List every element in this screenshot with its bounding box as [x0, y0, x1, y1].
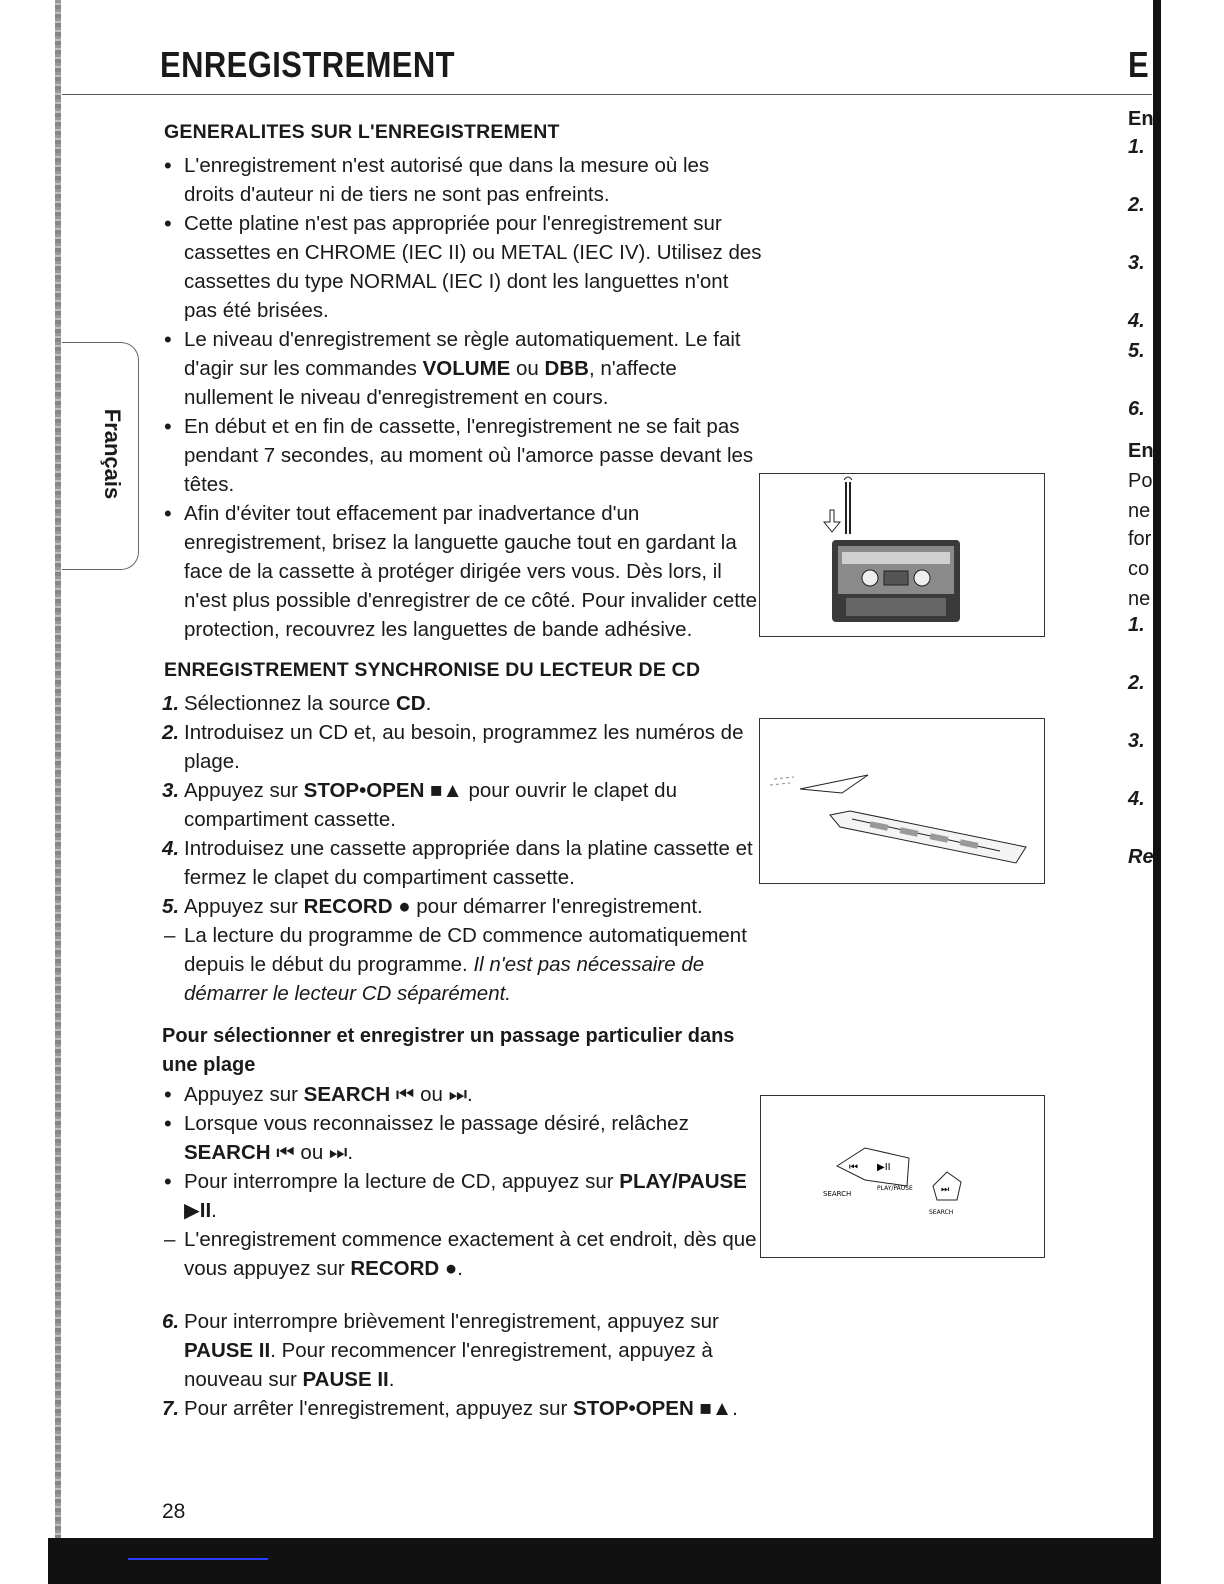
item-text: , n'affecte nullement le niveau d'enregistrement en cours. — [184, 357, 677, 409]
step-text: . Pour recommencer l'enregistrement, appuyez à nouveau sur — [184, 1339, 713, 1391]
svg-text:▶II: ▶II — [877, 1162, 891, 1173]
final-steps — [162, 1307, 762, 1423]
svg-text:⏮: ⏮ — [849, 1162, 858, 1173]
step-item — [162, 892, 762, 921]
keyword-cd: CD — [395, 692, 426, 715]
right-fragment: 6. — [1128, 398, 1145, 420]
right-fragment: 5. — [1128, 340, 1145, 362]
keyword-stop-open: STOP•OPEN ■▲ — [303, 779, 463, 802]
step-item — [162, 718, 762, 776]
right-fragment: 4. — [1128, 310, 1145, 332]
right-fragment: ne — [1128, 588, 1151, 610]
step-text: Appuyez sur — [184, 895, 304, 918]
step-item — [162, 834, 762, 892]
list-item — [162, 412, 762, 499]
label-search-right: SEARCH — [929, 1209, 954, 1216]
list-item — [162, 499, 762, 644]
item-text: ⏮ ou ⏭. — [390, 1083, 473, 1106]
keyword-record: RECORD ● — [350, 1257, 458, 1280]
figure-cassette-tab — [759, 473, 1045, 637]
item-text: Appuyez sur — [184, 1083, 304, 1106]
step-text: . — [388, 1368, 395, 1391]
keyword-play-pause: PLAY/PAUSE ▶II — [184, 1170, 747, 1222]
right-fragment: 2. — [1128, 194, 1145, 216]
keyword-record: RECORD ● — [303, 895, 411, 918]
keyword-volume: VOLUME — [422, 357, 511, 380]
spacer — [162, 1283, 762, 1307]
scan-right-edge — [1153, 0, 1161, 1584]
step-number: 6. — [162, 1310, 180, 1333]
step-item — [162, 776, 762, 834]
item-text: ⏮ ou ⏭. — [270, 1141, 354, 1164]
step-text: Pour arrêter l'enregistrement, appuyez sur — [184, 1397, 574, 1420]
item-text: Afin d'éviter tout effacement par inadvertance d'un enregistrement, brisez la languette gauche tout en gardant la face de la cassette à protéger dirigée vers vous. Dès lors, il n'est plus possible d'enregistrer de ce côté. Pour invalider cette protection, recouvrez les languettes de bande adhésive. — [184, 502, 758, 641]
main-content — [162, 118, 762, 1423]
step-item — [162, 689, 762, 718]
list-item — [162, 1080, 762, 1109]
note-text: La lecture du programme de CD commence automatiquement depuis le début du programme. — [184, 924, 747, 976]
list-item — [162, 151, 762, 209]
step-text: pour démarrer l'enregistrement. — [410, 895, 703, 918]
step-text: Introduisez une cassette appropriée dans la platine cassette et fermez le clapet du compartiment cassette. — [184, 837, 753, 889]
section-heading-cd: ENREGISTREMENT SYNCHRONISE DU LECTEUR DE CD — [164, 659, 701, 681]
right-fragment: En — [1128, 440, 1154, 462]
page-number: 28 — [162, 1500, 186, 1523]
step-text: Appuyez sur — [184, 779, 304, 802]
keyword-pause: PAUSE II — [302, 1368, 389, 1391]
step-number: 3. — [162, 779, 180, 802]
list-item — [162, 1109, 762, 1167]
right-fragment: Po — [1128, 470, 1153, 492]
right-fragment: for — [1128, 528, 1152, 550]
item-text: ou — [510, 357, 545, 380]
item-text: Cette platine n'est pas appropriée pour l'enregistrement sur cassettes en CHROME (IEC II) ou METAL (IEC IV). Utilisez des cassettes du type NORMAL (IEC I) dont les languettes n'ont pas été brisées. — [184, 212, 762, 322]
svg-text:⏭: ⏭ — [941, 1185, 950, 1195]
step-number: 5. — [162, 895, 180, 918]
right-fragment: ne — [1128, 500, 1151, 522]
section-heading-general: GENERALITES SUR L'ENREGISTREMENT — [164, 121, 560, 143]
item-text: Pour interrompre la lecture de CD, appuyez sur — [184, 1170, 620, 1193]
step-text: . — [732, 1397, 738, 1420]
keyword-search: SEARCH — [303, 1083, 391, 1106]
language-label: Français — [100, 408, 125, 500]
general-list — [162, 151, 762, 644]
right-fragment: En — [1128, 108, 1154, 130]
list-item — [162, 325, 762, 412]
step-text: . — [425, 692, 432, 715]
keyword-pause: PAUSE II — [184, 1339, 271, 1362]
step-number: 1. — [162, 692, 180, 715]
item-text: En début et en fin de cassette, l'enregistrement ne se fait pas pendant 7 secondes, au moment où l'amorce passe devant les têtes. — [184, 415, 754, 496]
keyword-dbb: DBB — [544, 357, 589, 380]
note-item — [162, 1225, 762, 1283]
scan-left-edge — [55, 0, 61, 1584]
cd-steps — [162, 689, 762, 1008]
note-text: L'enregistrement commence exactement à cet endroit, dès que vous appuyez sur — [184, 1228, 757, 1280]
page-title: ENREGISTREMENT — [160, 44, 456, 85]
step-item — [162, 1307, 762, 1394]
right-fragment: Re — [1128, 846, 1154, 868]
right-fragment: 2. — [1128, 672, 1145, 694]
step-text: Sélectionnez la source — [184, 692, 396, 715]
step-text: Introduisez un CD et, au besoin, programmez les numéros de plage. — [184, 721, 744, 773]
item-text: . — [211, 1199, 217, 1222]
next-page-title-fragment: E — [1128, 44, 1149, 85]
step-text: pour ouvrir le clapet du compartiment cassette. — [184, 779, 677, 831]
search-buttons-illustration — [761, 1096, 1044, 1257]
step-number: 7. — [162, 1397, 180, 1420]
figure-search-buttons — [760, 1095, 1045, 1258]
scan-bottom-edge — [48, 1538, 1161, 1584]
item-text: Lorsque vous reconnaissez le passage désiré, relâchez — [184, 1112, 689, 1135]
subsection-heading-passage: Pour sélectionner et enregistrer un passage particulier dans une plage — [162, 1025, 735, 1076]
right-fragment: 3. — [1128, 730, 1145, 752]
right-fragment: 4. — [1128, 788, 1145, 810]
right-fragment: 1. — [1128, 614, 1145, 636]
step-item — [162, 1394, 762, 1423]
note-italic: Il n'est pas nécessaire de démarrer le lecteur CD séparément. — [184, 953, 705, 1005]
blue-scan-line — [128, 1558, 268, 1560]
figure-cd-player — [759, 718, 1045, 884]
note-text: . — [457, 1257, 463, 1280]
right-fragment: 3. — [1128, 252, 1145, 274]
cassette-illustration — [760, 474, 1044, 636]
item-text: L'enregistrement n'est autorisé que dans la mesure où les droits d'auteur ni de tiers ne sont pas enfreints. — [184, 154, 710, 206]
header-rule — [62, 94, 1152, 95]
list-item — [162, 1167, 762, 1225]
item-text: Le niveau d'enregistrement se règle automatiquement. Le fait d'agir sur les commandes — [184, 328, 741, 380]
keyword-search: SEARCH — [184, 1141, 271, 1164]
label-play-pause: PLAY/PAUSE — [877, 1185, 913, 1192]
step-text: Pour interrompre brièvement l'enregistrement, appuyez sur — [184, 1310, 719, 1333]
label-search-left: SEARCH — [823, 1190, 852, 1198]
step-number: 4. — [162, 837, 180, 860]
keyword-stop-open: STOP•OPEN ■▲ — [573, 1397, 733, 1420]
right-fragment: co — [1128, 558, 1150, 580]
step-number: 2. — [162, 721, 180, 744]
right-fragment: 1. — [1128, 136, 1145, 158]
cd-player-illustration — [760, 719, 1044, 883]
passage-list — [162, 1080, 762, 1283]
note-item — [162, 921, 762, 1008]
list-item — [162, 209, 762, 325]
